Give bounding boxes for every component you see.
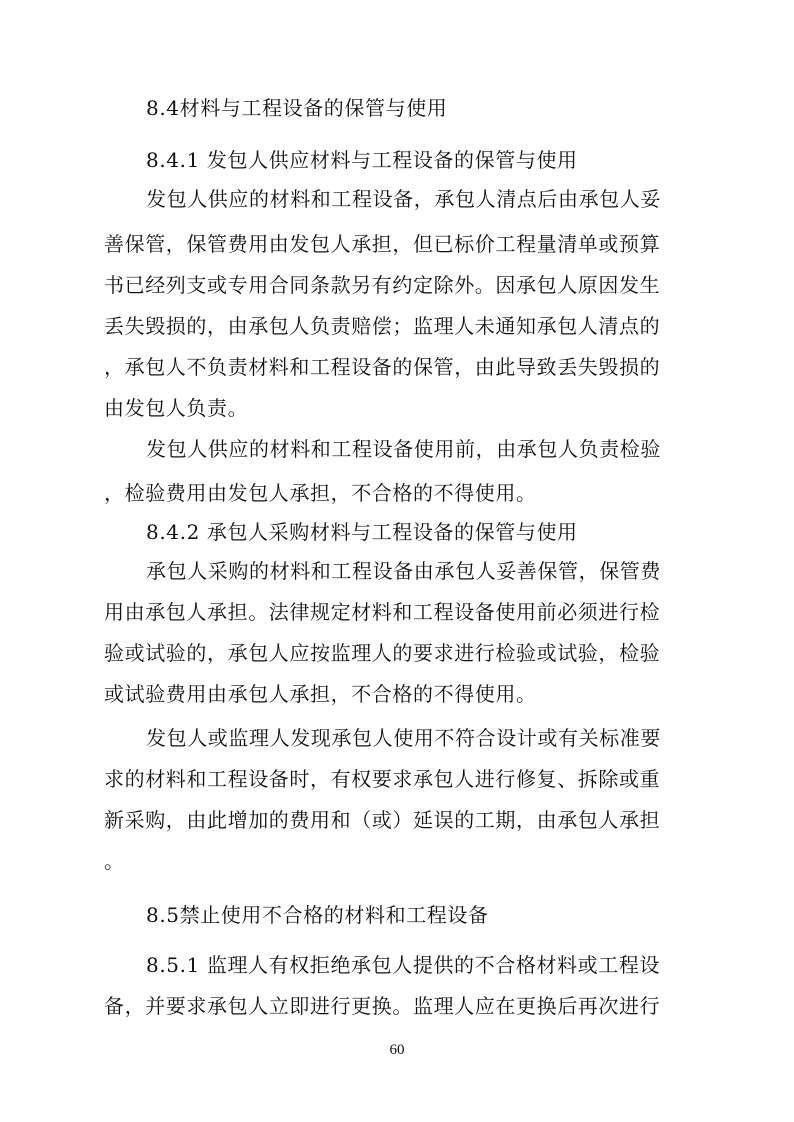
paragraph-line: 善保管，保管费用由发包人承担，但已标价工程量清单或预算 [104, 232, 661, 256]
paragraph-line: 用由承包人承担。法律规定材料和工程设备使用前必须进行检 [104, 600, 661, 624]
subsection-heading-8-4-2: 8.4.2 承包人采购材料与工程设备的保管与使用 [146, 520, 578, 544]
subsection-heading-8-4-1: 8.4.1 发包人供应材料与工程设备的保管与使用 [146, 148, 578, 172]
paragraph-line: 备，并要求承包人立即进行更换。监理人应在更换后再次进行 [104, 994, 661, 1018]
paragraph-line: 或试验费用由承包人承担，不合格的不得使用。 [104, 682, 537, 706]
paragraph-line: 验或试验的，承包人应按监理人的要求进行检验或试验，检验 [104, 641, 661, 665]
paragraph-line: 书已经列支或专用合同条款另有约定除外。因承包人原因发生 [104, 273, 661, 297]
paragraph-line: ，承包人不负责材料和工程设备的保管，由此导致丢失毁损的 [104, 355, 661, 379]
paragraph-line: 发包人供应的材料和工程设备使用前，由承包人负责检验 [146, 437, 661, 461]
subsection-heading-8-5-1: 8.5.1 监理人有权拒绝承包人提供的不合格材料或工程设 [146, 953, 661, 977]
paragraph-line: 发包人或监理人发现承包人使用不符合设计或有关标准要 [146, 726, 661, 750]
paragraph-line: 丢失毁损的，由承包人负责赔偿；监理人未通知承包人清点的 [104, 314, 661, 338]
paragraph-line: 承包人采购的材料和工程设备由承包人妥善保管，保管费 [146, 559, 661, 583]
paragraph-line: 发包人供应的材料和工程设备，承包人清点后由承包人妥 [146, 187, 661, 211]
paragraph-line: 。 [104, 849, 125, 873]
page-number: 60 [389, 1042, 405, 1058]
paragraph-line: 由发包人负责。 [104, 396, 249, 420]
paragraph-line: 求的材料和工程设备时，有权要求承包人进行修复、拆除或重 [104, 767, 661, 791]
paragraph-line: 新采购，由此增加的费用和（或）延误的工期，由承包人承担 [104, 808, 661, 832]
section-heading-8-5: 8.5禁止使用不合格的材料和工程设备 [146, 903, 489, 927]
paragraph-line: ，检验费用由发包人承担，不合格的不得使用。 [104, 481, 537, 505]
section-heading-8-4: 8.4材料与工程设备的保管与使用 [146, 96, 448, 120]
